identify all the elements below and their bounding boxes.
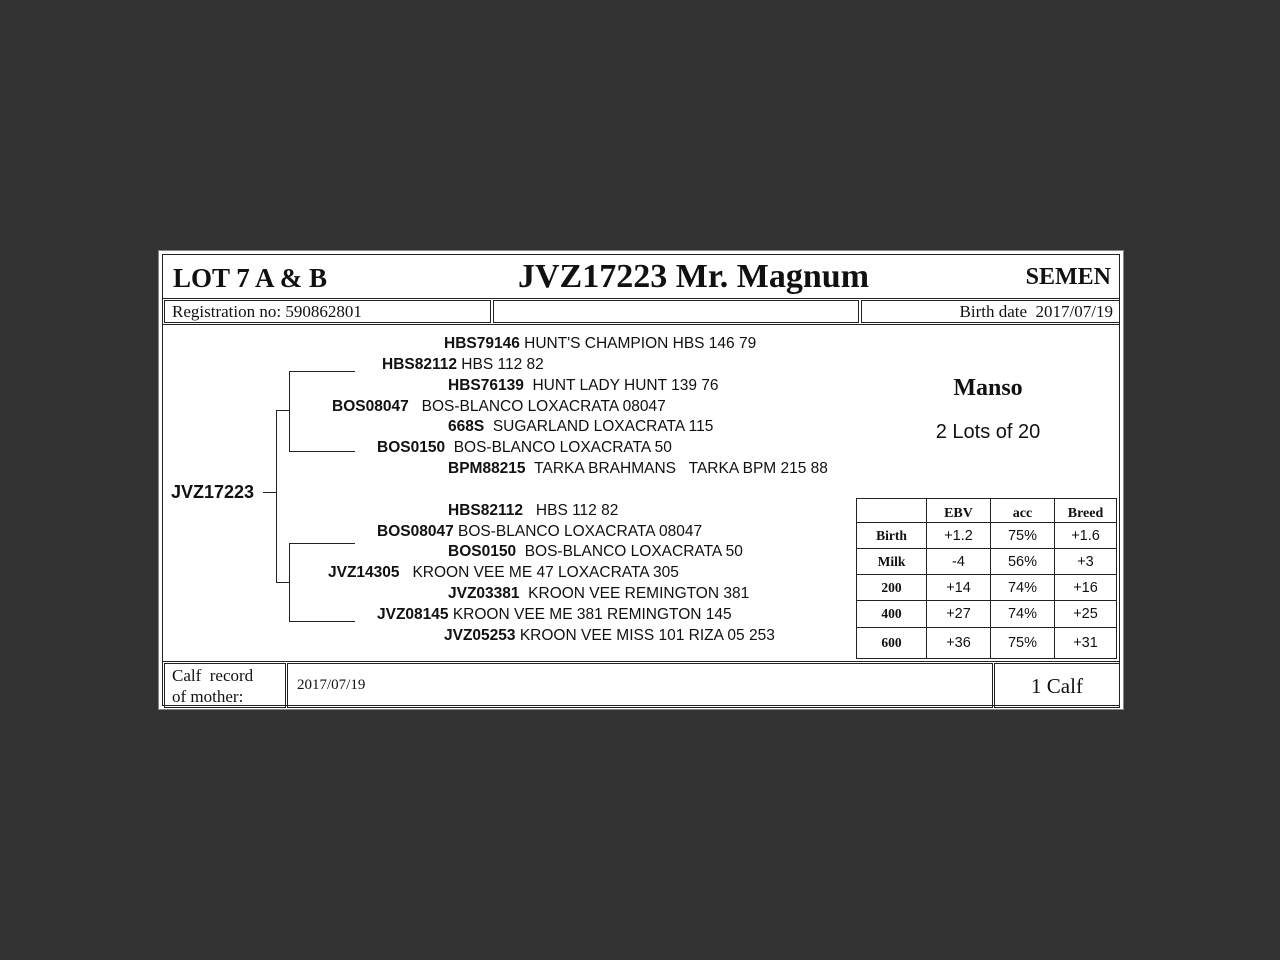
- ebv-row-label: 400: [857, 601, 927, 628]
- pedigree-entry: HBS82112 HBS 112 82: [382, 356, 544, 373]
- pedigree-root-connector: [263, 492, 276, 493]
- ebv-value: -4: [927, 549, 991, 575]
- pedigree-entry: BOS0150 BOS-BLANCO LOXACRATA 50: [377, 439, 672, 456]
- ebv-table: [856, 498, 1117, 659]
- ebv-header-ebv: EBV: [927, 499, 991, 523]
- ebv-breed-average: +3: [1055, 549, 1117, 575]
- dam-bracket: [289, 543, 290, 621]
- calf-record-label-line2: of mother:: [172, 687, 244, 706]
- pedigree-dam-connector: [276, 582, 290, 583]
- ebv-header-blank: [857, 499, 927, 523]
- registration-middle-box: [493, 300, 859, 323]
- header-divider: [163, 298, 1119, 299]
- ebv-accuracy: 56%: [991, 549, 1055, 575]
- ebv-row-label: Birth: [857, 523, 927, 549]
- ebv-row-400: [857, 601, 1117, 628]
- sire-bracket: [289, 371, 290, 451]
- birth-date-label: Birth date: [959, 302, 1028, 321]
- calf-record-count: 1 Calf: [1031, 674, 1083, 698]
- dam-bracket-bottom: [289, 621, 355, 622]
- ebv-value: +14: [927, 575, 991, 601]
- ebv-accuracy: 74%: [991, 601, 1055, 628]
- dam-bracket-top: [289, 543, 355, 544]
- pedigree-entry: HBS76139 HUNT LADY HUNT 139 76: [448, 377, 719, 394]
- ebv-header-acc: acc: [991, 499, 1055, 523]
- pedigree-entry: BPM88215 TARKA BRAHMANS TARKA BPM 215 88: [448, 460, 828, 477]
- ebv-breed-average: +25: [1055, 601, 1117, 628]
- calf-record-date-box: [287, 663, 993, 708]
- ebv-row-birth: [857, 523, 1117, 549]
- ebv-value: +27: [927, 601, 991, 628]
- registration-label: Registration no:: [172, 302, 282, 321]
- ebv-breed-average: +16: [1055, 575, 1117, 601]
- ebv-header-row: [857, 499, 1117, 523]
- ebv-breed-average: +31: [1055, 628, 1117, 659]
- pedigree-entry: BOS0150 BOS-BLANCO LOXACRATA 50: [448, 543, 743, 560]
- offer-breed: Manso: [953, 375, 1023, 401]
- lot-card-frame: [162, 254, 1120, 706]
- calf-record-label-line1: Calf record: [172, 666, 254, 685]
- ebv-accuracy: 75%: [991, 523, 1055, 549]
- lot-card: [158, 250, 1124, 710]
- registration-box: [164, 300, 491, 323]
- pedigree-entry: JVZ14305 KROON VEE ME 47 LOXACRATA 305: [328, 564, 679, 581]
- product-type: SEMEN: [1025, 264, 1111, 290]
- pedigree-entry: JVZ08145 KROON VEE ME 381 REMINGTON 145: [377, 606, 732, 623]
- registration-number: 590862801: [285, 302, 362, 321]
- ebv-row-200: [857, 575, 1117, 601]
- pedigree-entry: JVZ03381 KROON VEE REMINGTON 381: [448, 585, 750, 602]
- calf-record-count-box: [994, 663, 1120, 708]
- ebv-row-label: 600: [857, 628, 927, 659]
- ebv-header-breed: Breed: [1055, 499, 1117, 523]
- sire-bracket-bottom: [289, 451, 355, 452]
- pedigree-animal: JVZ17223: [171, 482, 255, 502]
- calf-record-date: 2017/07/19: [297, 677, 366, 693]
- ebv-accuracy: 75%: [991, 628, 1055, 659]
- pedigree-entry: HBS82112 HBS 112 82: [448, 502, 619, 519]
- sire-bracket-top: [289, 371, 355, 372]
- ebv-value: +1.2: [927, 523, 991, 549]
- ebv-accuracy: 74%: [991, 575, 1055, 601]
- pedigree-root-bracket: [276, 410, 277, 582]
- calf-record-label-box: [164, 663, 286, 708]
- pedigree-sire-connector: [276, 410, 290, 411]
- pedigree-entry: BOS08047 BOS-BLANCO LOXACRATA 08047: [377, 523, 703, 540]
- pedigree-entry: JVZ05253 KROON VEE MISS 101 RIZA 05 253: [444, 627, 775, 644]
- ebv-row-600: [857, 628, 1117, 659]
- birth-date: 2017/07/19: [1035, 302, 1113, 321]
- calf-record-divider: [163, 661, 1119, 662]
- ebv-value: +36: [927, 628, 991, 659]
- ebv-row-label: 200: [857, 575, 927, 601]
- animal-title: JVZ17223 Mr. Magnum: [518, 258, 870, 295]
- birth-date-box: [861, 300, 1120, 323]
- offer-lots: 2 Lots of 20: [935, 421, 1041, 443]
- ebv-row-label: Milk: [857, 549, 927, 575]
- ebv-row-milk: [857, 549, 1117, 575]
- lot-number: LOT 7 A & B: [173, 263, 328, 293]
- pedigree-entry: 668S SUGARLAND LOXACRATA 115: [448, 418, 714, 435]
- pedigree-entry: HBS79146 HUNT'S CHAMPION HBS 146 79: [444, 335, 757, 352]
- ebv-breed-average: +1.6: [1055, 523, 1117, 549]
- pedigree-top-divider: [163, 324, 1119, 325]
- pedigree-entry: BOS08047 BOS-BLANCO LOXACRATA 08047: [332, 398, 666, 415]
